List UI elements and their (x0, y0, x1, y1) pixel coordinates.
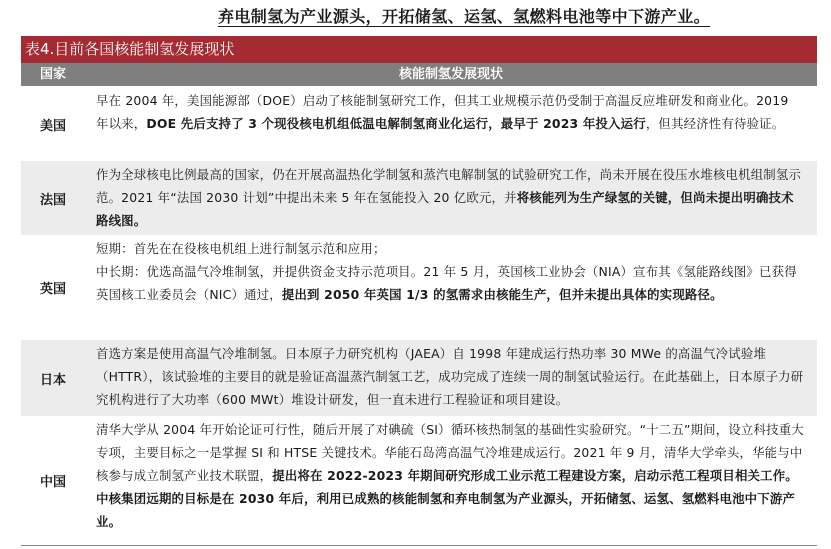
paragraph (96, 89, 805, 135)
paragraph (96, 342, 805, 411)
table-title: 表4.目前各国核能制氢发展现状 (21, 36, 817, 63)
bold-run: 提出将在 2022-2023 年期间研究形成工业示范工程建设方案，启动示范工程项目相关工作。中核集团远期的目标是在 2030 年后，利用已成熟的核能制氢和弃电制氢为产业源头，开拓储氢、运氢、氢燃料电池中下游产业。 (96, 468, 798, 529)
row-country: 法国 (39, 192, 66, 208)
table-row (21, 87, 817, 161)
table-bottom-rule (21, 545, 817, 546)
row-country: 日本 (39, 372, 66, 388)
text-run: ，但其经济性有待验证。 (645, 116, 785, 131)
table-row (21, 161, 817, 235)
paragraph (96, 237, 805, 260)
text-run: 作为全球核电比例最高的国家，仍在开展高温热化学制氢和蒸汽电解制氢的试验研究工作，尚未开展在役压水堆核电机组制氢示范。2021 年“法国 2030 计划”中提出未来 5 年在氢能投入 20 亿欧元，并 (96, 167, 802, 205)
table-row (21, 235, 817, 340)
paragraph (96, 260, 805, 306)
header-country: 国家 (39, 67, 66, 82)
row-status-text (96, 418, 805, 533)
table-header-row (21, 63, 817, 87)
row-country: 美国 (39, 118, 66, 134)
bold-run: 将核能列为生产绿氢的关键，但尚未提出明确技术路线图。 (96, 190, 794, 228)
paragraph (96, 163, 805, 232)
bold-run: DOE 先后支持了 3 个现役核电机组低温电解制氢商业化运行，最早于 2023 年投入运行 (146, 116, 646, 131)
text-run: 中长期：优选高温气冷堆制氢，并提供资金支持示范项目。21 年 5 月，英国核工业协会（NIA）宣布其《氢能路线图》已获得英国核工业委员会（NIC）通过， (96, 264, 797, 302)
row-country: 英国 (39, 282, 66, 297)
text-run: 早在 2004 年，美国能源部（DOE）启动了核能制氢研究工作，但其工业规模示范仍受制于高温反应堆研发和商业化。2019 年以来， (96, 93, 789, 131)
row-status-text (96, 342, 805, 411)
preceding-text: 弃电制氢为产业源头，开拓储氢、运氢、氢燃料电池等中下游产业。 (218, 7, 711, 26)
table-row (21, 416, 817, 545)
bold-run: 提出到 2050 年英国 1/3 的氢需求由核能生产，但并未提出具体的实现路径。 (281, 287, 723, 302)
table-row (21, 340, 817, 416)
text-run: 清华大学从 2004 年开始论证可行性，随后开展了对碘硫（SI）循环核热制氢的基础性实验研究。“十二五”期间，设立科技重大专项，主要目标之一是掌握 SI 和 HTSE 关键技术。华能石岛湾高温气冷堆建成运行。2021 年 9 月，清华大学牵头，华能与中核参与成立制氢产业技术联盟， (96, 422, 804, 483)
text-run: 短期：首先在在役核电机组上进行制氢示范和应用； (96, 241, 386, 256)
row-status-text (96, 163, 805, 232)
row-country: 中国 (39, 475, 66, 490)
paragraph (96, 418, 805, 533)
text-run: 首选方案是使用高温气冷堆制氢。日本原子力研究机构（JAEA）自 1998 年建成运行热功率 30 MWe 的高温气冷试验堆（HTTR），该试验堆的主要目的就是验证高温蒸汽制氢工艺，成功完成了连续一周的制氢试验运行。在此基础上，日本原子力研究机构进行了大功率（600 MWt）堆设计研发，但一直未进行工程验证和项目建设。 (96, 346, 804, 407)
header-status: 核能制氢发展现状 (398, 67, 503, 82)
row-status-text (96, 237, 805, 306)
preceding-text-line (0, 0, 831, 40)
row-status-text (96, 89, 805, 135)
